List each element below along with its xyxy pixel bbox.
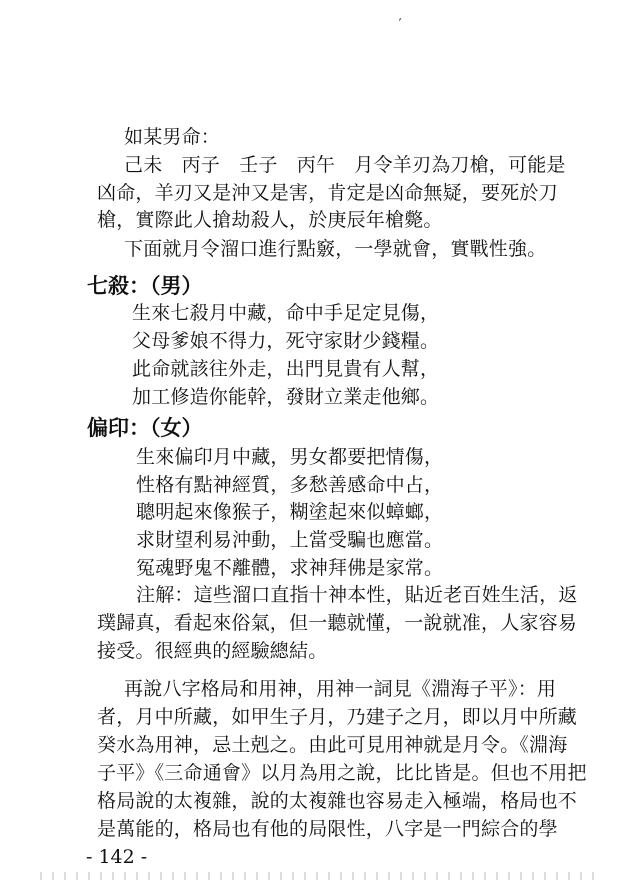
verse-line: 加工修造你能幹，發財立業走他鄉。 [132, 386, 440, 408]
intro-line: 如某男命： [124, 126, 221, 148]
note-line: 注解：這些溜口直指十神本性，貼近老百姓生活，返 [136, 584, 578, 606]
section-heading-qisha: 七殺：（男） [87, 274, 203, 298]
page-number: - 142 - [86, 846, 148, 868]
verse-line: 生來偏印月中藏，男女都要把情傷， [136, 446, 444, 468]
closing-line: 癸水為用神，忌土剋之。由此可見用神就是月令。《淵海 [97, 734, 568, 756]
closing-line: 子平》《三命通會》以月為用之說，比比皆是。但也不用把 [97, 762, 587, 784]
scan-noise [40, 872, 600, 880]
section-heading-pianyin: 偏印：（女） [87, 416, 203, 440]
intro-line: 下面就月令溜口進行點竅，一學就會，實戰性強。 [124, 238, 547, 260]
closing-line: 者，月中所藏，如甲生子月，乃建子之月，即以月中所藏 [97, 706, 578, 728]
note-line: 璞歸真，看起來俗氣，但一聽就懂，一說就准，人家容易 [97, 612, 578, 634]
verse-line: 生來七殺月中藏，命中手足定見傷， [132, 302, 440, 324]
scan-mark: ’ [398, 16, 402, 30]
closing-line: 再說八字格局和用神，用神一詞見《淵海子平》：用 [124, 678, 557, 700]
verse-line: 冤魂野鬼不離體，求神拜佛是家常。 [136, 557, 444, 579]
verse-line: 聰明起來像猴子，糊塗起來似蟑螂， [136, 501, 444, 523]
closing-line: 格局說的太複雜，說的太複雜也容易走入極端，格局也不 [97, 790, 578, 812]
intro-line: 凶命，羊刃又是沖又是害，肯定是凶命無疑，要死於刀 [97, 182, 558, 204]
intro-line: 己未 丙子 壬子 丙午 月令羊刃為刀槍，可能是 [124, 154, 566, 176]
note-line: 接受。很經典的經驗總結。 [97, 640, 328, 662]
closing-line: 是萬能的，格局也有他的局限性，八字是一門綜合的學 [97, 818, 558, 840]
intro-line: 槍，實際此人搶劫殺人，於庚辰年槍斃。 [97, 209, 443, 231]
verse-line: 父母爹娘不得力，死守家財少錢糧。 [132, 330, 440, 352]
verse-line: 性格有點神經質，多愁善感命中占， [136, 474, 444, 496]
verse-line: 此命就該往外走，出門見貴有人幫， [132, 358, 440, 380]
verse-line: 求財望利易沖動，上當受騙也應當。 [136, 529, 444, 551]
